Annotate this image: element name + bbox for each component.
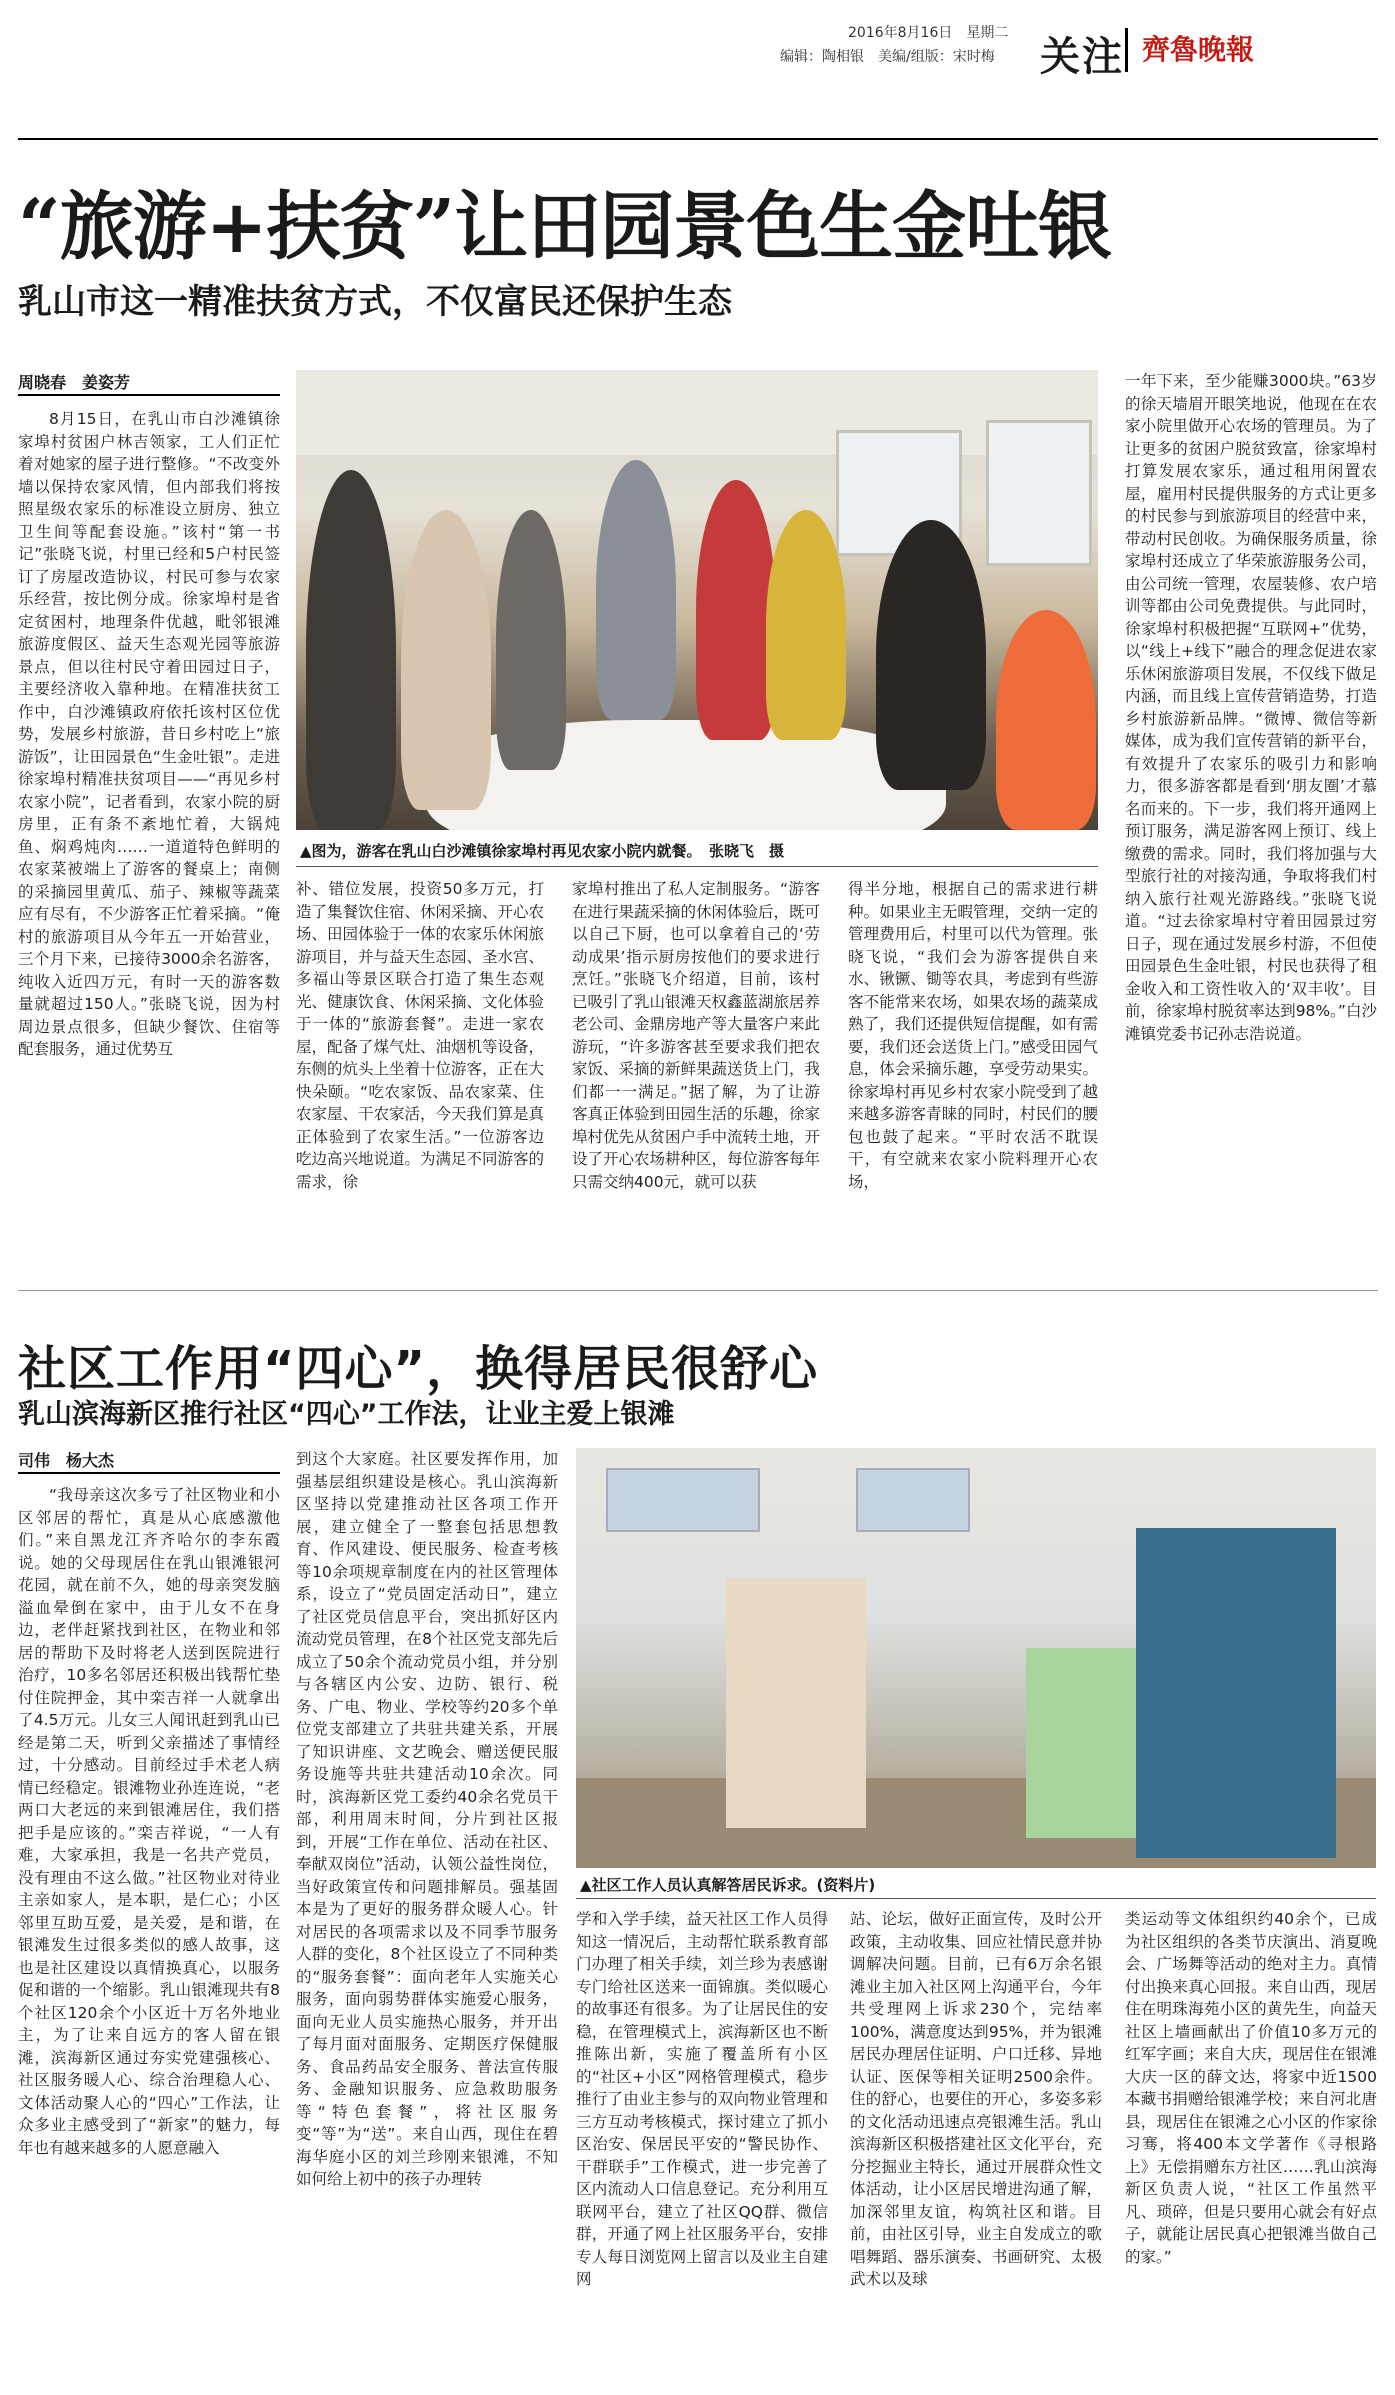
article2-col1-text: “我母亲这次多亏了社区物业和小区邻居的帮忙，真是从心底感激他们。”来自黑龙江齐齐哈尔的李东霞说。她的父母现居住在乳山银滩银河花园，就在前不久，她的母亲突发脑溢血晕倒在家中，由于儿女不在身边，老伴赶紧找到社区，在物业和邻居的帮助下及时将老人送到医院进行治疗，10多名邻居还积极出钱帮忙垫付住院押金，其中栾吉祥一人就拿出了4.5万元。儿女三人闻讯赶到乳山已经是第二天，听到父亲描述了事情经过，十分感动。目前经过手术老人病情已经稳定。银滩物业孙连连说，“老两口大老远的来到银滩居住，我们搭把手是应该的。”栾吉祥说，“一人有难，大家承担，我是一名共产党员，没有理由不这么做。”社区物业对待业主亲如家人，是本职，是仁心；小区邻里互助互爱，是关爱，是和谐，在银滩发生过很多类似的感人故事，这也是社区建设以真情换真心，以服务促和谐的一个缩影。乳山银滩现共有8个社区120余个小区近十万名外地业主，为了让来自远方的客人留在银滩，滨海新区通过夯实党建强核心、社区服务暖人心、综合治理稳人心、文体活动聚人心的“四心”工作法，让众多业主感受到了“新家”的魅力，每年也有越来越多的人愿意融入 [18,1486,280,2157]
article1-col3 [572,878,820,1248]
article2-col2-text: 到这个大家庭。社区要发挥作用，加强基层组织建设是核心。乳山滨海新区坚持以党建推动社区各项工作开展，建立健全了一整套包括思想教育、作风建设、便民服务、检查考核等10余项规章制度在内的社区管理体系，设立了“党员固定活动日”，建立了社区党员信息平台，突出抓好区内流动党员管理，在8个社区党支部先后成立了50余个流动党员小组，并分别与各辖区内公安、边防、银行、税务、广电、物业、学校等约20多个单位党支部建立了共驻共建关系，开展了知识讲座、文艺晚会、赠送便民服务设施等共驻共建活动10余次。同时，滨海新区党工委约40余名党员干部，利用周末时间，分片到社区报到，开展“工作在单位、活动在社区、奉献双岗位”活动，认领公益性岗位，当好政策宣传和问题排解员。强基固本是为了更好的服务群众暖人心。针对居民的各项需求以及不同季节服务人群的变化，8个社区设立了不同种类的“服务套餐”：面向老年人实施关心服务，面向弱势群体实施爱心服务，面向无业人员实施热心服务，并开出了每月面对面服务、定期医疗保健服务、食品药品安全服务、普法宣传服务、金融知识服务、应急救助服务等“特色套餐”，将社区服务变“等”为“送”。来自山西，现住在碧海华庭小区的刘兰珍刚来银滩，不知如何给上初中的孩子办理转 [296,1450,558,2188]
caption-rule-2 [576,1898,1376,1899]
article-divider [18,1290,1378,1291]
article2-subhead: 乳山滨海新区推行社区“四心”工作法，让业主爱上银滩 [18,1399,675,1430]
article1-col3-text: 家埠村推出了私人定制服务。“游客在进行果蔬采摘的休闲体验后，既可以自己下厨，也可以拿着自己的‘劳动成果’指示厨房按他们的要求进行烹饪。”张晓飞介绍道，目前，该村已吸引了乳山银滩天权鑫蓝湖旅居养老公司、金鼎房地产等大量客户来此游玩，“许多游客甚至要求我们把农家饭、采摘的新鲜果蔬送货上门，我们都一一满足。”据了解，为了让游客真正体验到田园生活的乐趣，徐家埠村优先从贫困户手中流转土地，开设了开心农场耕种区，每位游客每年只需交纳400元，就可以获 [572,880,820,1191]
article2-col1 [18,1484,280,2384]
article2-photo-caption: ▲社区工作人员认真解答居民诉求。(资料片) [580,1876,876,1894]
article1-subhead: 乳山市这一精准扶贫方式，不仅富民还保护生态 [18,282,732,322]
masthead-divider [1125,28,1128,72]
article2-col4-text: 站、论坛，做好正面宣传，及时公开政策，主动收集、回应社情民意并协调解决问题。目前，已有6万余名银滩业主加入社区网上沟通平台，今年共受理网上诉求230个，完结率100%，满意度达到95%，并为银滩居民办理居住证明、户口迁移、异地认证、医保等相关证明2500余件。住的舒心，也要住的开心，多姿多彩的文化活动迅速点亮银滩生活。乳山滨海新区积极搭建社区文化平台，充分挖掘业主特长，通过开展群众性文体活动，让小区居民增进沟通了解，加深邻里友谊，构筑社区和谐。目前，由社区引导，业主自发成立的歌唱舞蹈、器乐演奏、书画研究、太极武术以及球 [850,1910,1102,2288]
article1-photo [296,370,1098,830]
article2-col2 [296,1448,558,2384]
article1-col5-text: 一年下来，至少能赚3000块。”63岁的徐天墙眉开眼笑地说，他现在在农家小院里做开心农场的管理员。为了让更多的贫困户脱贫致富，徐家埠村打算发展农家乐，通过租用闲置农屋，雇用村民提供服务的方式让更多的村民参与到旅游项目的经营中来，带动村民创收。为确保服务质量，徐家埠村还成立了华荣旅游服务公司，由公司统一管理，农屋装修、农户培训等都由公司免费提供。与此同时，徐家埠村积极把握“互联网+”优势，以“线上+线下”融合的理念促进农家乐休闲旅游项目发展，不仅线下做足内涵，而且线上宣传营销造势，打造乡村旅游新品牌。“微博、微信等新媒体，成为我们宣传营销的新平台，有效提升了农家乐的吸引力和影响力，很多游客都是看到‘朋友圈’才慕名而来的。下一步，我们将开通网上预订服务，满足游客网上预订、线上缴费的需求。同时，我们将加强与大型旅行社的对接沟通，争取将我们村纳入旅行社观光游路线。”张晓飞说道。“过去徐家埠村守着田园景过穷日子，现在通过发展乡村游，不但使田园景色生金吐银，村民也获得了租金收入和工资性收入的‘双丰收’。目前，徐家埠村脱贫率达到98%。”白沙滩镇党委书记孙志浩说道。 [1125,372,1377,1043]
top-rule [18,138,1378,140]
section-title: 关注 [1040,34,1124,80]
article2-col5-text: 类运动等文体组织约40余个，已成为社区组织的各类节庆演出、消夏晚会、广场舞等活动的绝对主力。真情付出换来真心回报。来自山西，现居住在明珠海苑小区的黄先生，向益天社区上墙画献出了价值10多万元的红军字画；来自大庆，现居住在银滩大庆一区的薛文达，将家中近1500本藏书捐赠给银滩学校；来自河北唐县，现居住在银滩之心小区的作家徐习骞，将400本文学著作《寻根路上》无偿捐赠东方社区……乳山滨海新区负责人说，“社区工作虽然平凡、琐碎，但是只要用心就会有好点子，就能让居民真心把银滩当做自己的家。” [1125,1910,1377,2266]
article2-byline: 司伟 杨大杰 [18,1451,115,1470]
newspaper-logo: 齊魯晚報 [1142,33,1255,66]
issue-date: 2016年8月16日 星期二 [848,25,1009,41]
caption-rule [296,866,1098,867]
article1-col5 [1125,370,1377,1248]
masthead [0,0,1395,140]
article2-headline: 社区工作用“四心”，换得居民很舒心 [18,1341,819,1397]
article1-col1-text: 8月15日，在乳山市白沙滩镇徐家埠村贫困户林吉领家，工人们正忙着对她家的屋子进行整修。“不改变外墙以保持农家风情，但内部我们将按照星级农家乐的标准设立厨房、独立卫生间等配套设施。”该村“第一书记”张晓飞说，村里已经和5户村民签订了房屋改造协议，村民可参与农家乐经营，按比例分成。徐家埠村是省定贫困村，地理条件优越，毗邻银滩旅游度假区、益天生态观光园等旅游景点，但以往村民守着田园过日子，主要经济收入靠种地。在精准扶贫工作中，白沙滩镇政府依托该村区位优势，发展乡村旅游，昔日乡村吃上“旅游饭”，让田园景色“生金吐银”。走进徐家埠村精准扶贫项目——“再见乡村农家小院”，记者看到，农家小院的厨房里，正有条不紊地忙着，大锅炖鱼、焖鸡炖肉……一道道特色鲜明的农家菜被端上了游客的餐桌上；南侧的采摘园里黄瓜、茄子、辣椒等蔬菜应有尽有，不少游客正忙着采摘。“俺村的旅游项目从今年五一开始营业，三个月下来，已接待3000余名游客，纯收入近四万元，有时一天的游客数量就超过150人。”张晓飞说，因为村周边景点很多，但缺少餐饮、住宿等配套服务，通过优势互 [18,410,280,1058]
byline-rule-2 [18,1472,280,1474]
article1-col2 [296,878,544,1248]
article2-col5 [1125,1908,1377,2384]
article2-col3 [576,1908,828,2384]
article2-photo [576,1448,1376,1868]
article1-col1 [18,408,280,1248]
article1-col4 [848,878,1098,1248]
article1-col2-text: 补、错位发展，投资50多万元，打造了集餐饮住宿、休闲采摘、开心农场、田园体验于一体的农家乐休闲旅游项目，并与益天生态园、圣水宫、多福山等景区联合打造了集生态观光、健康饮食、休闲采摘、文化体验于一体的“旅游套餐”。走进一家农屋，配备了煤气灶、油烟机等设备，东侧的炕头上坐着十位游客，正在大快朵颐。“吃农家饭、品农家菜、住农家屋、干农家活，今天我们算是真正体验到了农家生活。”一位游客边吃边高兴地说道。为满足不同游客的需求，徐 [296,880,544,1191]
byline-rule [18,394,280,396]
article1-byline: 周晓春 姜姿芳 [18,373,131,392]
article1-headline: “旅游+扶贫”让田园景色生金吐银 [18,184,1112,270]
article1-col4-text: 得半分地，根据自己的需求进行耕种。如果业主无暇管理，交纳一定的管理费用后，村里可以代为管理。张晓飞说，“我们会为游客提供自来水、锹镢、锄等农具，考虑到有些游客不能常来农场，如果农场的蔬菜成熟了，我们还提供短信提醒，如有需要，我们还会送货上门。”感受田园气息，体会采摘乐趣，享受劳动果实。徐家埠村再见乡村农家小院受到了越来越多游客青睐的同时，村民们的腰包也鼓了起来。“平时农活不耽误干，有空就来农家小院料理开心农场， [848,880,1098,1191]
article2-col3-text: 学和入学手续，益天社区工作人员得知这一情况后，主动帮忙联系教育部门办理了相关手续，刘兰珍为表感谢专门给社区送来一面锦旗。类似暖心的故事还有很多。为了让居民住的安稳，在管理模式上，滨海新区也不断推陈出新，实施了覆盖所有小区的“社区+小区”网格管理模式，稳步推行了由业主参与的双向物业管理和三方互动考核模式，探讨建立了抓小区治安、保居民平安的“警民协作、干群联手”工作模式，进一步完善了区内流动人口信息登记。充分利用互联网平台，建立了社区QQ群、微信群，开通了网上社区服务平台，安排专人每日浏览网上留言以及业主自建网 [576,1910,828,2288]
article2-col4 [850,1908,1102,2384]
article1-photo-caption: ▲图为，游客在乳山白沙滩镇徐家埠村再见农家小院内就餐。 张晓飞 摄 [300,842,785,860]
editor-credits: 编辑：陶相银 美编/组版：宋时梅 [780,49,995,65]
